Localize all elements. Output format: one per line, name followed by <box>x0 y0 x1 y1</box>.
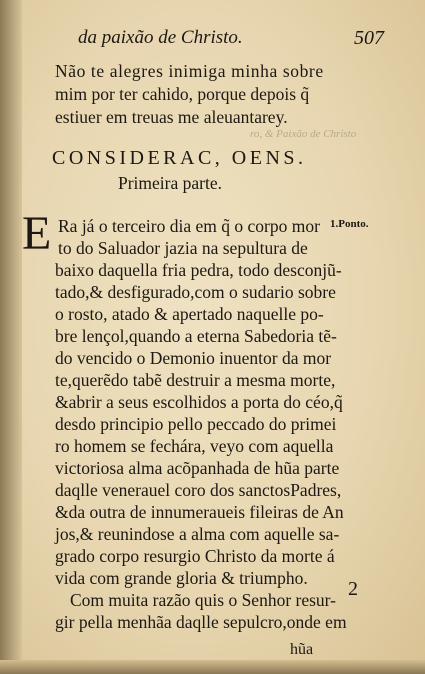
page-bottom-edge <box>0 660 425 674</box>
margin-note: 1.Ponto. <box>330 218 369 230</box>
section-subheading: Primeira parte. <box>118 173 222 193</box>
verse-line: estiuer em treuas me aleuantarey. <box>55 107 288 127</box>
body-line: bre lençol,quando a eterna Sabedoria tẽ- <box>55 326 337 346</box>
body-line: Ra já o terceiro dia em q̃ o corpo mor <box>58 216 320 236</box>
body-line: baixo daquella fria pedra, todo desconjũ- <box>55 260 342 280</box>
body-line: ro homem se fechára, veyo com aquella <box>55 436 334 456</box>
body-line: Com muita razão quis o Senhor resur- <box>70 590 336 610</box>
body-line: &da outra de innumeraueis fileiras de An <box>55 502 344 522</box>
verse-line: Não te alegres inimiga minha sobre <box>55 61 324 81</box>
body-line: desdo principio pello peccado do primei <box>55 414 337 434</box>
running-title: da paixão de Christo. <box>78 27 243 48</box>
drop-cap: E <box>22 207 52 260</box>
show-through-text: ro, & Paixão de Christo <box>250 128 357 140</box>
body-line: &abrir a seus escolhidos a porta do céo,q̃ <box>55 392 343 412</box>
body-line: vida com grande gloria & triumpho. <box>55 568 308 588</box>
section-heading: CONSIDERAC, OENS. <box>52 147 307 169</box>
catchword: hũa <box>290 641 314 658</box>
body-line: victoriosa alma acõpanhada de hũa parte <box>55 458 340 478</box>
body-line: gir pella menhãa daqlle sepulcro,onde em <box>55 612 347 632</box>
page-number: 507 <box>354 27 384 49</box>
body-line: grado corpo resurgio Christo da morte á <box>55 546 335 566</box>
body-line: o rosto, atado & apertado naquelle po- <box>55 304 324 324</box>
body-line: to do Saluador jazia na sepultura de <box>58 238 308 258</box>
body-line: jos,& reunindose a alma com aquelle sa- <box>55 524 340 544</box>
body-line: tado,& desfigurado,com o sudario sobre <box>55 282 336 302</box>
binding-gutter <box>0 0 22 674</box>
body-line: do vencido o Demonio inuentor da mor <box>55 348 332 368</box>
body-line: te,querẽdo tabẽ destruir a mesma morte, <box>55 370 336 390</box>
body-line: daqlle venerauel coro dos sanctosPadres, <box>55 480 342 500</box>
verse-line: mim por ter cahido, porque depois q̃ <box>55 84 310 104</box>
margin-number: 2 <box>348 578 358 600</box>
